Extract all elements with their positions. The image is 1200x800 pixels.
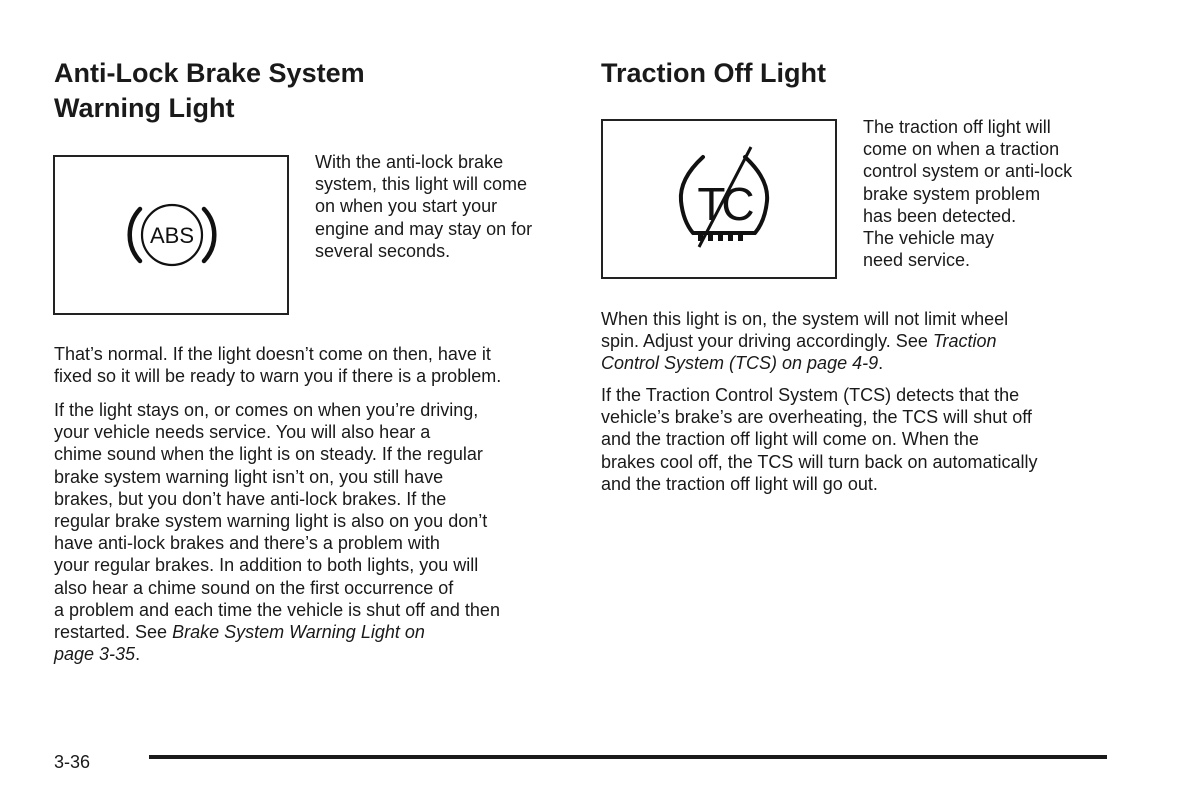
traction-paragraph-2 [601, 384, 1038, 495]
caption-line: come on when a traction [863, 139, 1060, 160]
abs-paragraph-1 [54, 343, 501, 387]
traction-section-title [601, 56, 826, 91]
paragraph-text: spin. Adjust your driving accordingly. See [601, 331, 933, 352]
paragraph-line: brake system warning light isn’t on, you still have [54, 466, 444, 487]
brake-system-reference-page[interactable]: page 3-35 [54, 644, 136, 665]
traction-figure-caption [863, 116, 1072, 271]
traction-control-reference-link[interactable]: Traction [932, 331, 997, 352]
traction-figure [601, 119, 837, 279]
paragraph-line: have anti-lock brakes and there’s a problem with [54, 533, 440, 554]
paragraph-line: vehicle’s brake’s are overheating, the TCS will shut off [601, 407, 1032, 428]
abs-title-line-2: Warning Light [54, 93, 235, 123]
paragraph-line [601, 352, 1008, 374]
traction-off-icon [603, 121, 839, 281]
paragraph-line: If the Traction Control System (TCS) detects that the [601, 385, 1020, 405]
paragraph-line [601, 330, 1008, 352]
caption-line: brake system problem [863, 183, 1041, 204]
abs-paragraph-2 [54, 399, 500, 665]
caption-line: engine and may stay on for [315, 218, 533, 239]
paragraph-line: a problem and each time the vehicle is shut off and then [54, 599, 500, 620]
abs-title-line-1: Anti-Lock Brake System [54, 58, 365, 88]
caption-line: The vehicle may [863, 228, 995, 249]
paragraph-line: If the light stays on, or comes on when you’re driving, [54, 400, 479, 420]
paragraph-line: When this light is on, the system will not limit wheel [601, 309, 1009, 329]
caption-line: has been detected. [863, 205, 1017, 226]
paragraph-line: your regular brakes. In addition to both lights, you will [54, 555, 479, 576]
abs-figure [53, 155, 289, 315]
paragraph-line: brakes, but you don’t have anti-lock brakes. If the [54, 488, 447, 509]
abs-figure-caption [315, 151, 532, 262]
tc-icon-label: TC [697, 178, 751, 230]
paragraph-line: That’s normal. If the light doesn’t come on then, have it [54, 344, 491, 364]
traction-control-reference-page[interactable]: Control System (TCS) on page 4-9 [601, 353, 879, 374]
caption-line: several seconds. [315, 240, 451, 261]
caption-line: control system or anti-lock [863, 161, 1073, 182]
paragraph-line [54, 643, 500, 665]
abs-icon-label: ABS [149, 223, 195, 248]
paragraph-line: chime sound when the light is on steady. If the regular [54, 444, 483, 465]
footer-divider [149, 755, 1107, 759]
reference-suffix: . [135, 644, 141, 665]
traction-paragraph-1 [601, 308, 1008, 375]
abs-warning-icon [55, 157, 291, 317]
paragraph-line: and the traction off light will come on. When the [601, 429, 979, 450]
caption-line: need service. [863, 250, 971, 271]
paragraph-line: and the traction off light will go out. [601, 473, 878, 494]
page-number: 3-36 [54, 752, 91, 772]
reference-prefix: restarted. See [54, 622, 173, 643]
paragraph-line: fixed so it will be ready to warn you if there is a problem. [54, 366, 502, 387]
paragraph-line: also hear a chime sound on the first occurrence of [54, 577, 454, 598]
brake-system-reference-link[interactable]: Brake System Warning Light on [172, 622, 425, 643]
caption-line: The traction off light will [863, 117, 1051, 137]
caption-line: on when you start your [315, 196, 498, 217]
paragraph-line: your vehicle needs service. You will also hear a [54, 422, 431, 443]
paragraph-line [54, 621, 500, 643]
paragraph-line: regular brake system warning light is also on you don’t [54, 511, 488, 532]
paragraph-line: brakes cool off, the TCS will turn back on automatically [601, 451, 1038, 472]
traction-title-text: Traction Off Light [601, 58, 826, 88]
caption-line: system, this light will come [315, 174, 528, 195]
abs-section-title [54, 56, 365, 126]
caption-line: With the anti-lock brake [315, 152, 504, 172]
reference-suffix: . [878, 353, 884, 374]
